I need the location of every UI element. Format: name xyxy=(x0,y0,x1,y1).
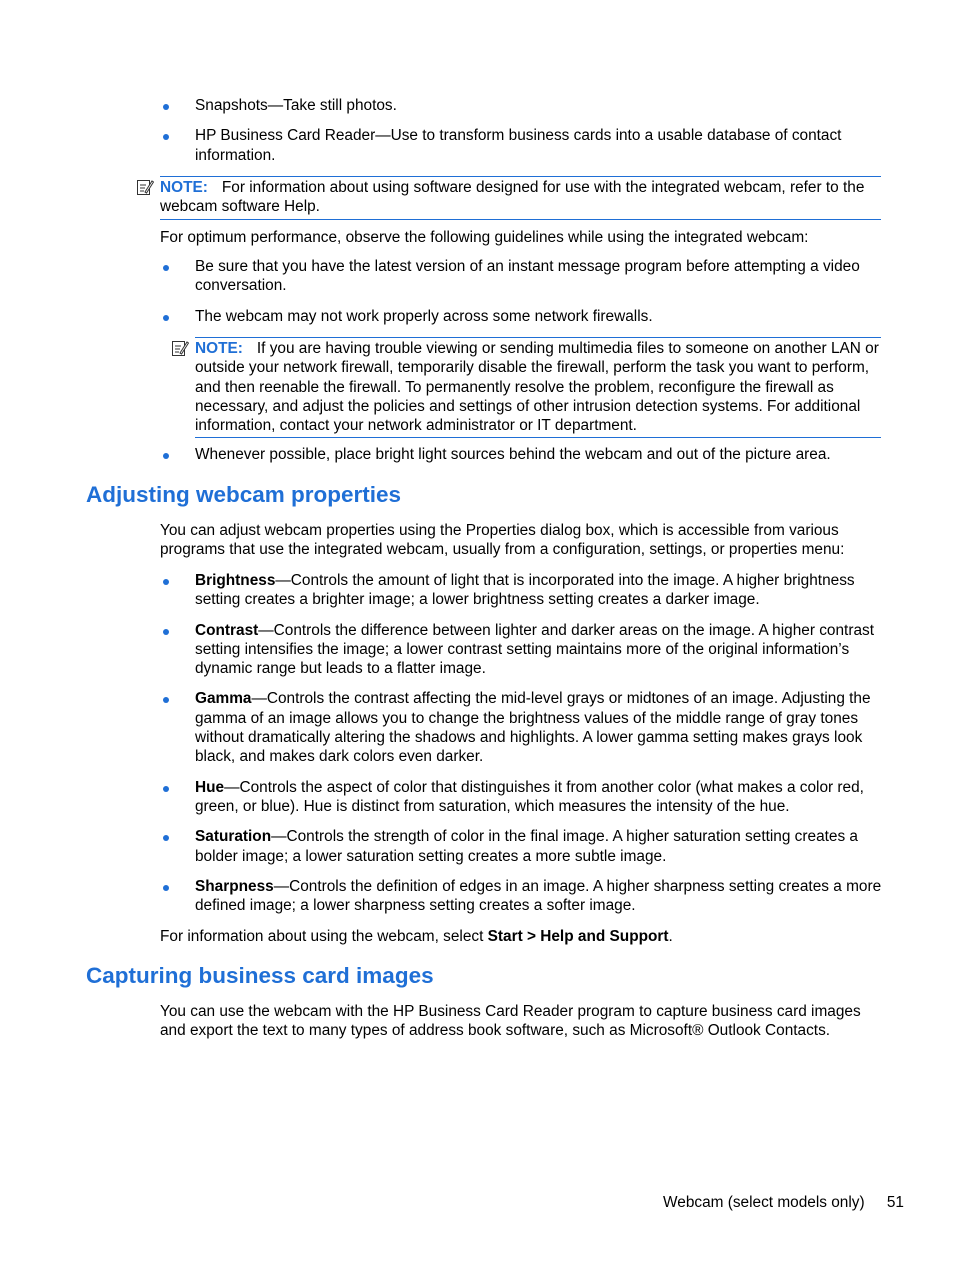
list-item xyxy=(160,96,885,115)
note-text: If you are having trouble viewing or sending multimedia files to someone on another LAN or outside your network firewall, temporarily disable the firewall, perform the task you want to perform, and then reenable the firewall. To permanently resolve the problem, reconfigure the firewall as necessary, and adjust the policies and settings of other intrusion detection systems. For additional information, contact your network administrator or IT department. xyxy=(195,340,879,435)
note-label: NOTE: xyxy=(195,340,243,357)
bullet-icon xyxy=(163,134,169,140)
section-text: You can use the webcam with the HP Business Card Reader program to capture business card images and export the text to many types of address book software, such as Microsoft® Outlook Contacts. xyxy=(160,1003,861,1040)
property-desc: —Controls the definition of edges in an image. A higher sharpness setting creates a more defined image; a lower sharpness setting creates a softer image. xyxy=(195,877,882,915)
note-label: NOTE: xyxy=(160,179,208,196)
section-intro: You can adjust webcam properties using the Properties dialog box, which is accessible from various programs that use the integrated webcam, usually from a configuration, settings, or properties menu: xyxy=(160,522,845,559)
list-item xyxy=(160,126,885,165)
list-item xyxy=(160,827,885,866)
property-term: Contrast xyxy=(195,621,259,639)
list-item-text: Snapshots—Take still photos. xyxy=(195,97,397,114)
property-desc: —Controls the strength of color in the final image. A higher saturation setting creates a bolder image; a lower saturation setting creates a more subtle image. xyxy=(195,828,858,865)
note-text: For information about using software designed for use with the integrated webcam, refer to the webcam software Help. xyxy=(160,179,865,216)
list-item-text: Whenever possible, place bright light sources behind the webcam and out of the picture area. xyxy=(195,446,831,463)
help-info xyxy=(160,927,885,946)
guidelines-intro: For optimum performance, observe the following guidelines while using the integrated webcam: xyxy=(160,229,809,246)
section-heading: Adjusting webcam properties xyxy=(86,482,402,507)
property-term: Gamma xyxy=(195,690,252,708)
footer-section: Webcam (select models only) xyxy=(663,1194,865,1211)
property-term: Brightness xyxy=(195,572,276,589)
page-number: 51 xyxy=(886,1194,904,1211)
note-icon xyxy=(136,178,154,196)
bullet-icon xyxy=(163,104,169,110)
section-heading: Capturing business card images xyxy=(86,963,434,988)
top-feature-list xyxy=(160,96,885,176)
list-item xyxy=(160,257,885,296)
bullet-icon xyxy=(163,885,169,891)
property-term: Hue xyxy=(195,778,225,796)
help-info-suffix: . xyxy=(668,928,673,945)
property-desc: —Controls the aspect of color that distinguishes it from another color (what makes a color red, green, or blue). Hue is distinct from saturation, which measures the intensity of the hue. xyxy=(195,778,864,815)
list-item xyxy=(160,778,885,817)
list-item xyxy=(160,877,885,916)
bullet-icon xyxy=(163,697,169,703)
list-item xyxy=(160,621,885,679)
list-item xyxy=(160,571,885,610)
properties-list xyxy=(160,571,885,926)
help-info-prefix: For information about using the webcam, select xyxy=(160,928,488,945)
note-box xyxy=(195,337,881,438)
guidelines-list xyxy=(160,257,885,337)
bullet-icon xyxy=(163,835,169,841)
bullet-icon xyxy=(163,579,169,585)
property-desc: —Controls the contrast affecting the mid-level grays or midtones of an image. Adjusting the gamma of an image allows you to change the brightness values of the middle range of gray tones without dramatically altering the shadows and highlights. A lower gamma setting makes grays look black, and makes dark colors even darker. xyxy=(195,690,871,766)
page-footer xyxy=(663,1193,904,1212)
note-box xyxy=(160,176,881,220)
list-item-text: Be sure that you have the latest version of an instant message program before attempting a video conversation. xyxy=(195,258,860,295)
property-term: Saturation xyxy=(195,828,272,846)
list-item xyxy=(160,689,885,766)
guidelines-list-continued xyxy=(160,445,885,475)
property-desc: —Controls the difference between lighter and darker areas on the image. A higher contrast setting intensifies the image; a lower contrast setting maintains more of the original information’s dynamic range but leads to a flatter image. xyxy=(195,621,874,678)
list-item xyxy=(160,445,885,464)
help-info-path: Start > Help and Support xyxy=(487,928,669,945)
list-item-text: HP Business Card Reader—Use to transform business cards into a usable database of contact information. xyxy=(195,127,842,164)
list-item-text: The webcam may not work properly across some network firewalls. xyxy=(195,307,653,325)
bullet-icon xyxy=(163,315,169,321)
note-icon xyxy=(171,339,189,357)
property-term: Sharpness xyxy=(195,877,274,895)
bullet-icon xyxy=(163,786,169,792)
list-item xyxy=(160,307,885,326)
bullet-icon xyxy=(163,453,169,459)
property-desc: —Controls the amount of light that is incorporated into the image. A higher brightness setting creates a brighter image; a lower brightness setting creates a darker image. xyxy=(195,572,855,609)
bullet-icon xyxy=(163,265,169,271)
bullet-icon xyxy=(163,629,169,635)
